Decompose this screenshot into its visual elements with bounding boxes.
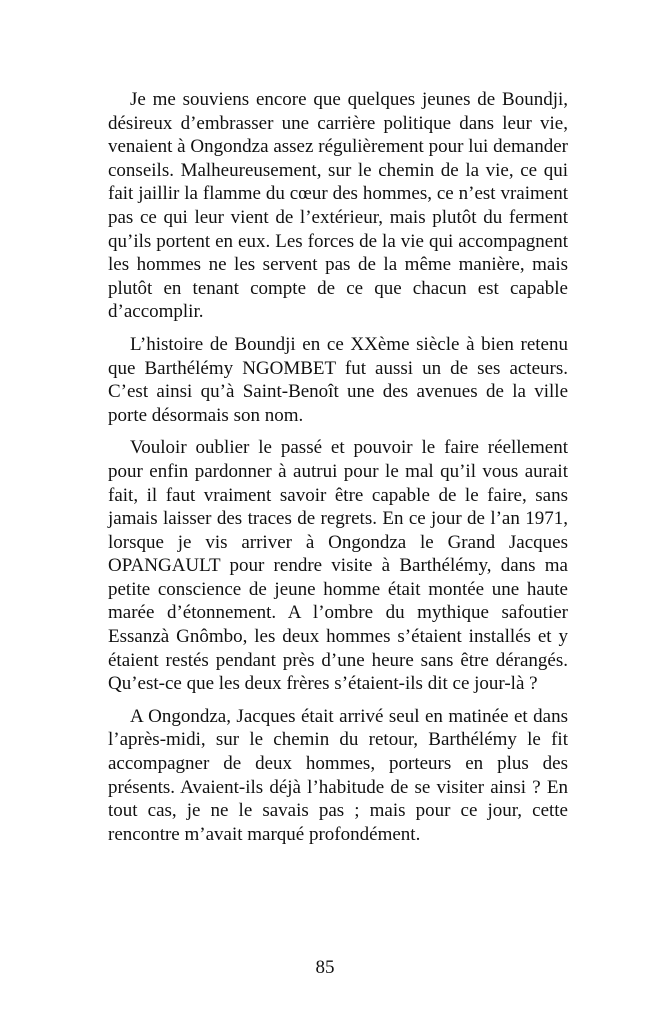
page-body bbox=[108, 88, 568, 855]
paragraph-3: Vouloir oublier le passé et pouvoir le faire réellement pour enfin pardonner à autrui pour le mal qu’il vous aurait fait, il faut vraiment savoir être capable de le faire, sans jamais laisser des traces de regrets. En ce jour de l’an 1971, lorsque je vis arriver à Ongondza le Grand Jacques OPANGAULT pour rendre visite à Barthélémy, dans ma petite conscience de jeune homme était montée une haute marée d’étonnement. A l’ombre du mythique safoutier Essanzà Gnômbo, les deux hommes s’étaient installés et y étaient restés pendant près d’une heure sans être dérangés. Qu’est-ce que les deux frères s’étaient-ils dit ce jour-là ? bbox=[108, 437, 568, 695]
paragraph-2: L’histoire de Boundji en ce XXème siècle à bien retenu que Barthélémy NGOMBET fut aussi un de ses acteurs. C’est ainsi qu’à Saint-Benoît une des avenues de la ville porte désormais son nom. bbox=[108, 333, 568, 426]
page-number: 85 bbox=[315, 957, 335, 978]
paragraph-4: A Ongondza, Jacques était arrivé seul en matinée et dans l’après-midi, sur le chemin du retour, Barthélémy le fit accompagner de deux hommes, porteurs en plus des présents. Avaient-ils déjà l’habitude de se visiter ainsi ? En tout cas, je ne le savais pas ; mais pour ce jour, cette rencontre m’avait marqué profondément. bbox=[108, 705, 568, 845]
paragraph-1: Je me souviens encore que quelques jeunes de Boundji, désireux d’embrasser une carrière politique dans leur vie, venaient à Ongondza assez régulièrement pour lui demander conseils. Malheureusement, sur le chemin de la vie, ce qui fait jaillir la flamme du cœur des hommes, ce n’est vraiment pas ce qui leur vient de l’extérieur, mais plutôt du ferment qu’ils portent en eux. Les forces de la vie qui accompagnent les hommes ne les servent pas de la même manière, mais plutôt en tenant compte de ce que chacun est capable d’accomplir. bbox=[108, 89, 568, 323]
